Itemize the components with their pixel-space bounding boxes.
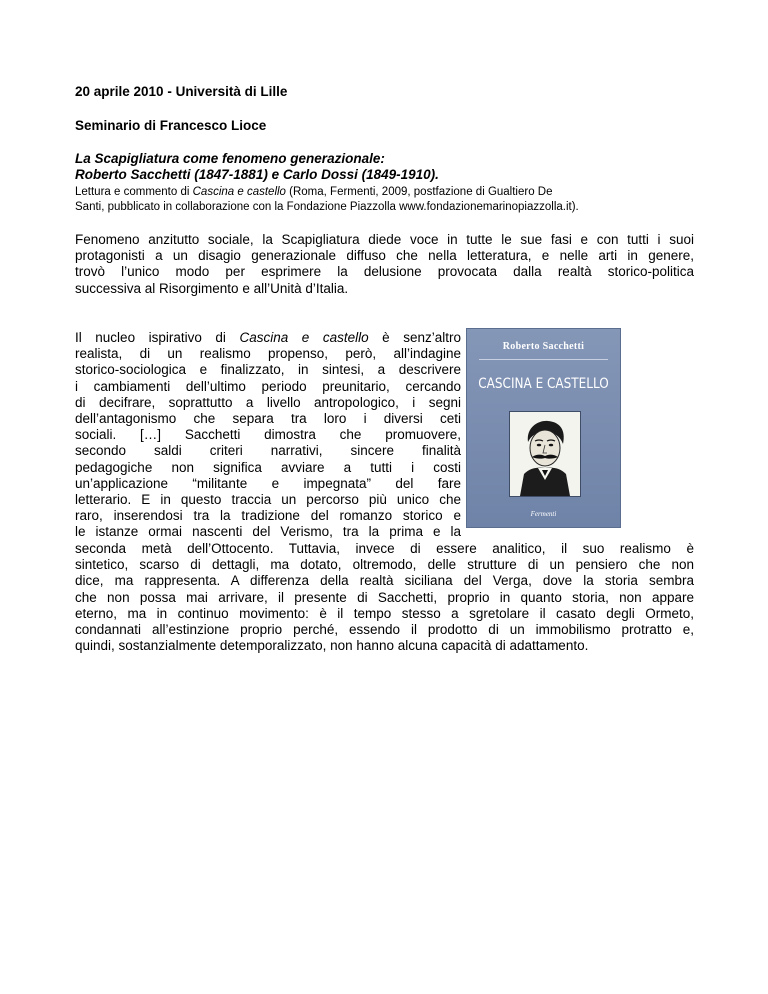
main-paragraph-line bbox=[75, 330, 461, 346]
book-cover-divider bbox=[479, 359, 608, 360]
portrait-drawing bbox=[510, 412, 580, 496]
main-paragraph-line: sociali. […] Sacchetti dimostra che promuovere, bbox=[75, 427, 461, 443]
book-cover-title: CASCINA E CASTELLO bbox=[478, 376, 609, 392]
main-paragraph-line: condannati all’estinzione proprio perché, essendo il prodotto di un immobilismo protratto e, bbox=[75, 621, 694, 637]
main-paragraph-line: un’applicazione “militante e impegnata” del fare bbox=[75, 475, 461, 491]
reading-reference-line-1 bbox=[75, 185, 695, 200]
lecture-title-line-2: Roberto Sacchetti (1847-1881) e Carlo Dossi (1849-1910). bbox=[75, 167, 439, 182]
main-paragraph-line: pedagogiche non significa avviare a tutti i costi bbox=[75, 459, 461, 475]
main-paragraph-line: eterno, ma in continuo movimento: è il tempo stesso a sgretolare il casato degli Ormeto, bbox=[75, 605, 694, 621]
intro-line: protagonisti a un disagio generazionale diffuso che nella letteratura, e nelle arti in genere, bbox=[75, 248, 694, 264]
intro-line: Fenomeno anzitutto sociale, la Scapigliatura diede voce in tutte le sue fasi e con tutti i suoi bbox=[75, 232, 694, 247]
main-paragraph-line: che non possa mai arrivare, il presente di Sacchetti, proprio in quanto storia, non appare bbox=[75, 589, 694, 605]
book-cover-author: Roberto Sacchetti bbox=[502, 341, 585, 352]
main-paragraph-beside-cover bbox=[75, 330, 461, 540]
author-portrait-icon bbox=[509, 411, 581, 497]
reading-reference bbox=[75, 185, 695, 215]
main-first-italic-title: Cascina e castello bbox=[239, 330, 369, 345]
seminar-heading: Seminario di Francesco Lioce bbox=[75, 118, 267, 133]
date-heading: 20 aprile 2010 - Università di Lille bbox=[75, 84, 288, 99]
main-paragraph-line: storico-sociologica e finalizzato, in sintesi, a descrivere bbox=[75, 362, 461, 378]
main-paragraph-line: secondo saldi criteri narrativi, sincere finalità bbox=[75, 443, 461, 459]
main-paragraph-full-width bbox=[75, 541, 694, 654]
main-paragraph-line: dice, ma rappresenta. A differenza della realtà siciliana del Verga, dove la storia sembra bbox=[75, 573, 694, 589]
reference-work-title: Cascina e castello bbox=[192, 186, 286, 198]
intro-line: successiva al Risorgimento e all’Unità d’Italia. bbox=[75, 280, 349, 296]
main-paragraph-line: dell’antagonismo che separa tra loro i diversi ceti bbox=[75, 410, 461, 426]
reference-prefix: Lettura e commento di bbox=[75, 186, 193, 198]
intro-paragraph bbox=[75, 232, 694, 297]
main-paragraph-line: realista, di un realismo propenso, però, all’indagine bbox=[75, 346, 461, 362]
main-first-prefix: Il nucleo ispirativo di bbox=[75, 330, 240, 345]
intro-line: trovò l’unico modo per esprimere la delusione provocata dalla realtà storico-politica bbox=[75, 264, 694, 280]
main-paragraph-line: sintetico, scarso di dettagli, ma dotato, oltremodo, delle strutture di un pensiero che non bbox=[75, 557, 694, 573]
reading-reference-line-2: Santi, pubblicato in collaborazione con la Fondazione Piazzolla www.fondazionemarinopiazzolla.it). bbox=[75, 201, 579, 213]
book-cover-publisher: Fermenti bbox=[530, 510, 557, 518]
main-first-rest: è senz’altro bbox=[368, 330, 461, 345]
lecture-title-line-1: La Scapigliatura come fenomeno generazionale: bbox=[75, 151, 385, 166]
book-cover-image bbox=[466, 328, 621, 528]
main-paragraph-line: quindi, sostanzialmente detemporalizzato, non hanno alcuna capacità di adattamento. bbox=[75, 638, 589, 654]
main-paragraph-line: le istanze ormai nascenti del Verismo, tra la prima e la bbox=[75, 524, 461, 540]
lecture-title bbox=[75, 151, 439, 183]
main-paragraph-line: di decifrare, soprattutto a livello antropologico, i segni bbox=[75, 394, 461, 410]
reference-line-1-rest: (Roma, Fermenti, 2009, postfazione di Gualtiero De bbox=[285, 186, 553, 198]
main-paragraph-line: seconda metà dell’Ottocento. Tuttavia, invece di essere analitico, il suo realismo è bbox=[75, 541, 694, 556]
main-paragraph-line: letterario. E in questo traccia un percorso più unico che bbox=[75, 491, 461, 507]
main-paragraph-line: i cambiamenti dell’ultimo periodo preunitario, cercando bbox=[75, 378, 461, 394]
main-paragraph-line: raro, inserendosi tra la tradizione del romanzo storico e bbox=[75, 508, 461, 524]
